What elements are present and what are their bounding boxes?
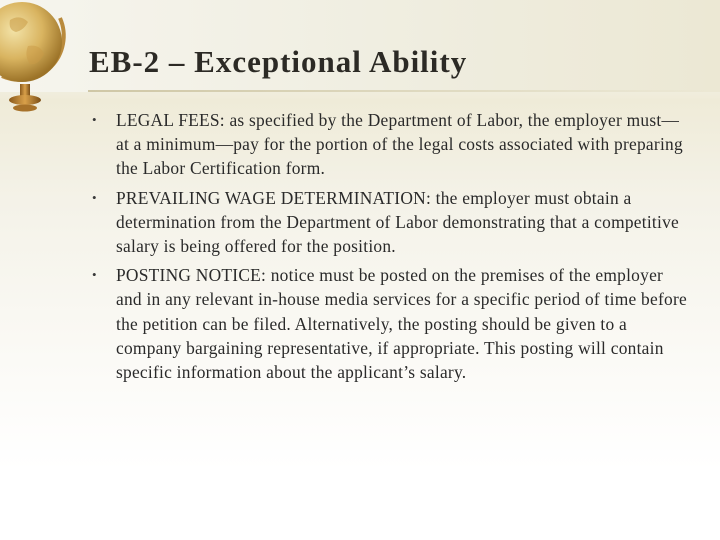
bullet-text: POSTING NOTICE: notice must be posted on the premises of the employer and in any relevant in-house media services for a specific period of time before the petition can be filed. Alternatively, the posting should be given to a company bargaining representative, if appropriate. This posting will contain specific information about the applicant’s salary.	[116, 265, 687, 383]
bullet-marker: •	[92, 189, 97, 205]
bullet-text: PREVAILING WAGE DETERMINATION: the employer must obtain a determination from the Department of Labor demonstrating that a competitive salary is being offered for the position.	[116, 187, 679, 257]
bullet-text: LEGAL FEES: as specified by the Department of Labor, the employer must—at a minimum—pay for the portion of the legal costs associated with preparing the Labor Certification form.	[116, 110, 683, 179]
bullet-marker: •	[92, 267, 97, 283]
globe-icon	[0, 0, 80, 120]
slide-title: EB-2 – Exceptional Ability	[89, 44, 468, 79]
bullet-item-prevailing-wage	[92, 186, 692, 259]
bullet-item-legal-fees	[92, 108, 692, 181]
bullet-item-posting-notice	[92, 263, 692, 384]
title-divider	[88, 90, 720, 92]
bullet-marker: •	[92, 112, 97, 127]
bullet-list	[92, 108, 692, 389]
